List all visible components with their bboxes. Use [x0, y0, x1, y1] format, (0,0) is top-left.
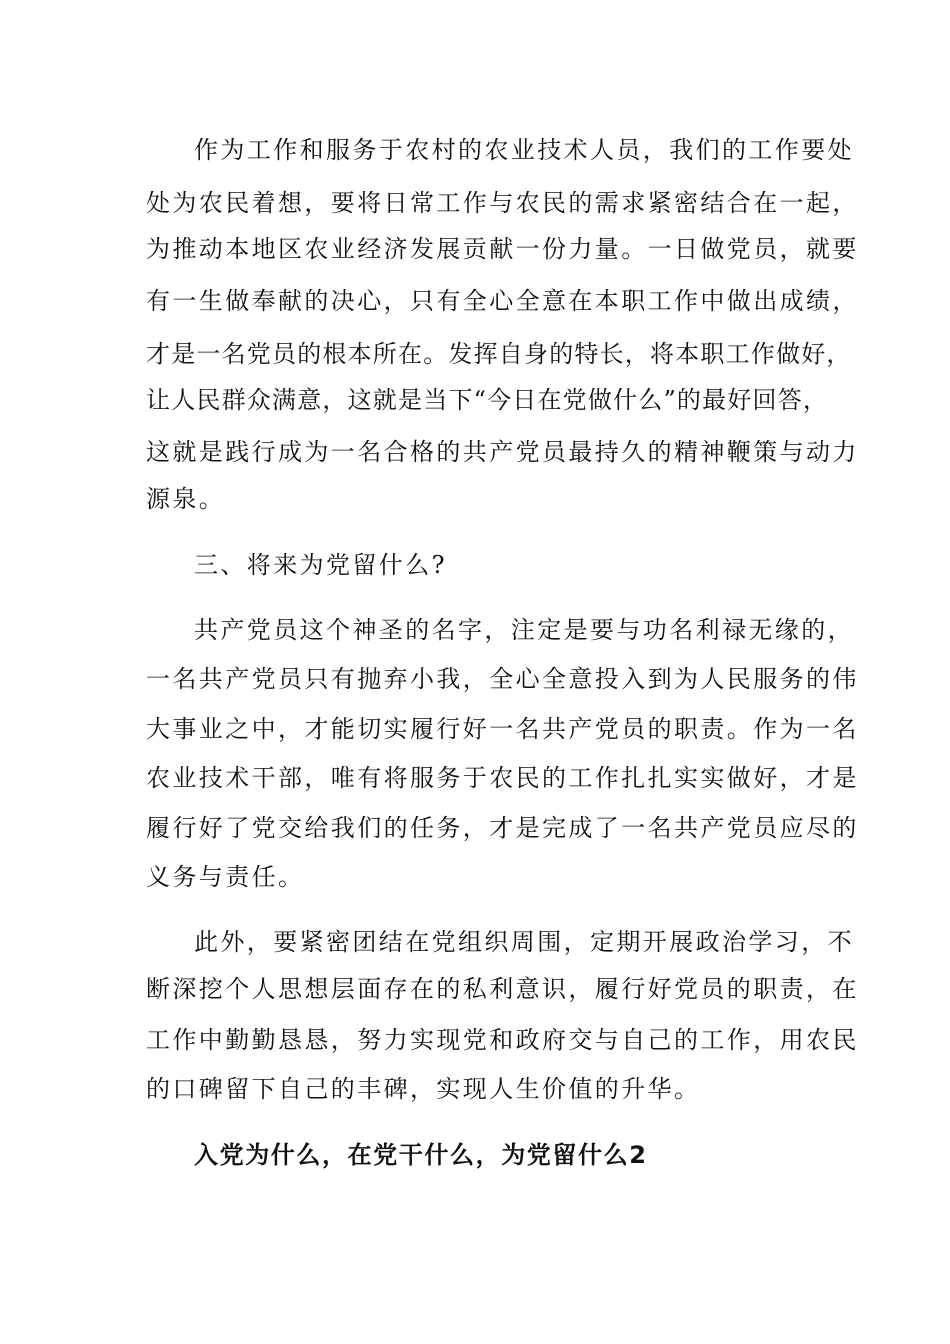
section-title: 入党为什么，在党干什么，为党留什么2 [194, 1141, 648, 1169]
paragraph-line: 断深挖个人思想层面存在的私利意识，履行好党员的职责，在 [146, 975, 859, 1003]
paragraph-line: 此外，要紧密团结在党组织周围，定期开展政治学习，不 [194, 928, 854, 956]
paragraph-line: 大事业之中，才能切实履行好一名共产党员的职责。作为一名 [146, 715, 859, 743]
paragraph-line: 共产党员这个神圣的名字，注定是要与功名利禄无缘的， [194, 616, 854, 644]
paragraph-line: 履行好了党交给我们的任务，才是完成了一名共产党员应尽的 [146, 814, 859, 842]
paragraph-line: 农业技术干部，唯有将服务于农民的工作扎扎实实做好，才是 [146, 764, 859, 792]
paragraph-line: 有一生做奉献的决心，只有全心全意在本职工作中做出成绩， [146, 287, 859, 315]
paragraph-line: 作为工作和服务于农村的农业技术人员，我们的工作要处 [194, 136, 854, 164]
paragraph-line: 处为农民着想，要将日常工作与农民的需求紧密结合在一起， [146, 189, 859, 217]
paragraph-line: 源泉。 [146, 485, 226, 513]
paragraph-line: 义务与责任。 [146, 863, 305, 891]
paragraph-line: 的口碑留下自己的丰碑，实现人生价值的升华。 [146, 1075, 701, 1103]
paragraph-line: 让人民群众满意，这就是当下“今日在党做什么”的最好回答， [146, 386, 829, 414]
subheading: 三、将来为党留什么? [194, 551, 447, 579]
paragraph-line: 工作中勤勤恳恳，努力实现党和政府交与自己的工作，用农民 [146, 1026, 859, 1054]
paragraph-line: 为推动本地区农业经济发展贡献一份力量。一日做党员，就要 [146, 235, 859, 263]
paragraph-line: 这就是践行成为一名合格的共产党员最持久的精神鞭策与动力 [146, 438, 859, 466]
paragraph-line: 一名共产党员只有抛弃小我，全心全意投入到为人民服务的伟 [146, 665, 859, 693]
paragraph-line: 才是一名党员的根本所在。发挥自身的特长，将本职工作做好， [146, 340, 852, 368]
